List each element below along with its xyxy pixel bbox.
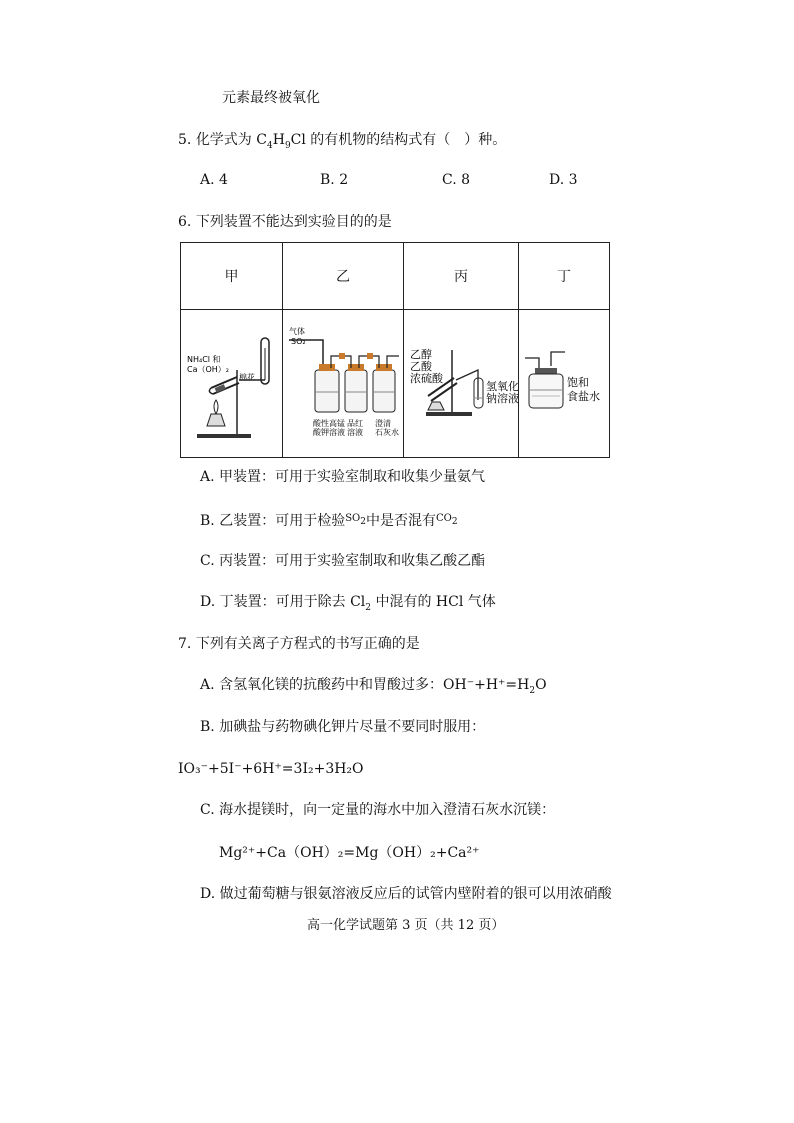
question-stem: 下列有关离子方程式的书写正确的是 [195, 636, 420, 652]
option-d: D. 3 [549, 172, 578, 188]
q7-option-b-equation: IO₃⁻+5I⁻+6H⁺=3I₂+3H₂O [178, 761, 364, 777]
apparatus-bing [404, 310, 519, 458]
ester-apparatus-drawing [404, 310, 518, 453]
bottle-label: 溶液 [347, 428, 363, 437]
cotton-label: 棉花 [239, 373, 255, 382]
gas-label: 气体 [289, 327, 305, 336]
top-fragment: 元素最终被氧化 [222, 90, 320, 106]
reagent-label: 饱和 [567, 376, 589, 389]
brine-wash-bottle-drawing [519, 310, 609, 453]
question-6 [178, 212, 392, 232]
q6-option-a: A. 甲装置：可用于实验室制取和收集少量氨气 [200, 469, 486, 485]
question-stem: 下列装置不能达到实验目的的是 [195, 214, 392, 230]
reagent-label: 乙酸 [410, 360, 432, 373]
q5-options [0, 170, 794, 190]
bottle-label: 石灰水 [375, 428, 399, 437]
wash-bottle-1 [315, 364, 339, 412]
header-yi: 乙 [283, 243, 404, 310]
apparatus-jia [181, 310, 283, 458]
q6-option-b: B. 乙装置：可用于检验$^{SO_2}$中是否混有$^{CO_2}$ [200, 513, 458, 529]
question-number: 7. [178, 636, 192, 652]
header-ding: 丁 [519, 243, 610, 310]
q6-option-d: D. 丁装置：可用于除去 $Cl_2$ 中混有的 HCl 气体 [200, 594, 496, 613]
bottle-label: 酸钾溶液 [313, 428, 345, 437]
q7-option-b: B. 加碘盐与药物碘化钾片尽量不要同时服用： [200, 719, 486, 735]
bottle-label: 酸性高锰 [313, 419, 345, 428]
question-number: 6. [178, 214, 192, 230]
bottle-label: 品红 [347, 419, 363, 428]
reagent-label: 食盐水 [567, 390, 600, 403]
q7-option-c: C. 海水提镁时，向一定量的海水中加入澄清石灰水沉镁： [200, 802, 556, 818]
option-c: C. 8 [442, 172, 471, 188]
ammonia-apparatus-drawing [181, 310, 282, 453]
bottle-label: 澄清 [375, 419, 391, 428]
apparatus-table [180, 242, 610, 458]
wash-bottle-2 [345, 364, 367, 412]
question-7 [178, 634, 420, 654]
option-a: A. 4 [200, 172, 228, 188]
header-jia: 甲 [181, 243, 283, 310]
reagent-label: 氢氧化 [486, 380, 518, 393]
apparatus-ding [519, 310, 610, 458]
reagent-label: 浓硫酸 [410, 372, 443, 385]
reagent-label: Ca（OH）₂ [187, 365, 230, 374]
q6-option-c: C. 丙装置：可用于实验室制取和收集乙酸乙酯 [200, 553, 486, 569]
question-stem: 化学式为 $C_4H_9Cl$ 的有机物的结构式有（ ）种。 [195, 132, 507, 151]
gas-washing-train-drawing [283, 310, 403, 453]
gas-label: SO₂ [291, 337, 306, 346]
reagent-label: 钠溶液 [486, 392, 518, 405]
apparatus-yi [283, 310, 404, 458]
reagent-label: 乙醇 [410, 348, 432, 361]
apparatus-header-row [181, 243, 610, 310]
q7-option-d: D. 做过葡萄糖与银氨溶液反应后的试管内壁附着的银可以用浓硝酸 [200, 886, 612, 902]
q7-option-c-equation: Mg²⁺+Ca（OH）₂=Mg（OH）₂+Ca²⁺ [219, 845, 480, 861]
question-number: 5. [178, 132, 192, 148]
q7-option-a: A. 含氢氧化镁的抗酸药中和胃酸过多：$OH^-+H^+=H_2O$ [200, 677, 547, 696]
header-bing: 丙 [404, 243, 519, 310]
apparatus-image-row [181, 310, 610, 458]
wash-bottle-3 [373, 364, 395, 412]
option-b: B. 2 [320, 172, 349, 188]
page-footer: 高一化学试题第 3 页（共 12 页） [307, 918, 505, 933]
reagent-label: NH₄Cl 和 [187, 355, 221, 364]
question-5 [178, 130, 506, 150]
